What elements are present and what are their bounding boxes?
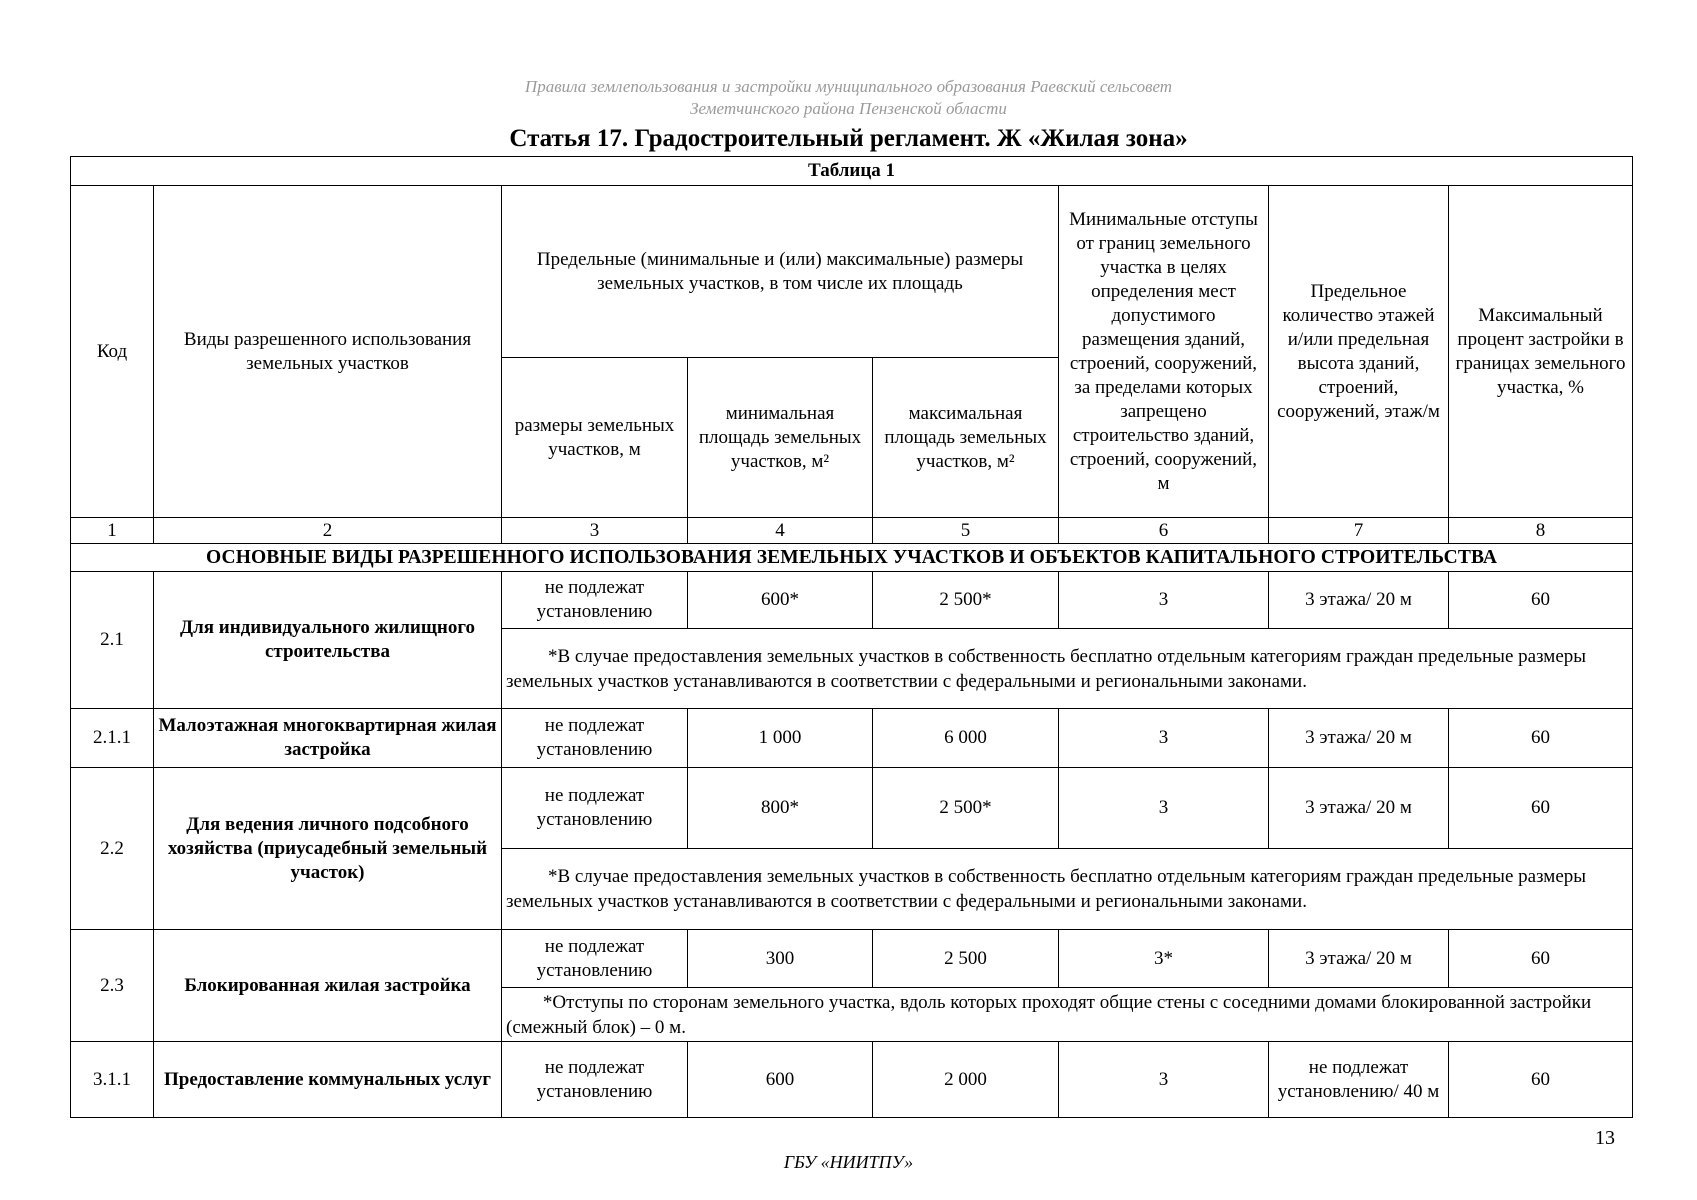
table-row (71, 930, 1633, 988)
column-number: 5 (873, 518, 1059, 544)
row-floors: 3 этажа/ 20 м (1269, 768, 1449, 849)
row-note: *В случае предоставления земельных участков в собственность бесплатно отдельным категориям граждан предельные размеры земельных участков устанавливаются в соответствии с федеральными и региональными законами. (502, 849, 1633, 930)
row-coverage: 60 (1449, 572, 1633, 629)
row-code: 2.2 (71, 768, 154, 930)
row-min-area: 600* (688, 572, 873, 629)
row-code: 2.3 (71, 930, 154, 1042)
row-sizes: не подлежат установлению (502, 768, 688, 849)
row-setback: 3* (1059, 930, 1269, 988)
column-number: 8 (1449, 518, 1633, 544)
row-name: Блокированная жилая застройка (154, 930, 502, 1042)
column-number: 2 (154, 518, 502, 544)
table-row (71, 709, 1633, 768)
row-sizes: не подлежат установлению (502, 709, 688, 768)
header-min-area: минимальная площадь земельных участков, м² (688, 358, 873, 518)
row-setback: 3 (1059, 768, 1269, 849)
column-number: 6 (1059, 518, 1269, 544)
row-name: Малоэтажная многоквартирная жилая застройка (154, 709, 502, 768)
running-header-line-1: Правила землепользования и застройки муниципального образования Раевский сельсовет (524, 77, 1173, 96)
header-floors: Предельное количество этажей и/или предельная высота зданий, строений, сооружений, этаж/м (1269, 186, 1449, 518)
header-setbacks: Минимальные отступы от границ земельного участка в целях определения мест допустимого размещения зданий, строений, сооружений, за пределами которых запрещено строительство зданий, строений, сооружений, м (1059, 186, 1269, 518)
footer: ГБУ «НИИТПУ» (783, 1152, 914, 1172)
row-note: *Отступы по сторонам земельного участка, вдоль которых проходят общие стены с соседними домами блокированной застройки (смежный блок) – 0 м. (502, 988, 1633, 1042)
row-setback: 3 (1059, 1042, 1269, 1118)
article-title: Статья 17. Градостроительный регламент. Ж «Жилая зона» (509, 125, 1188, 152)
row-sizes: не подлежат установлению (502, 930, 688, 988)
row-floors: 3 этажа/ 20 м (1269, 930, 1449, 988)
row-name: Для индивидуального жилищного строительства (154, 572, 502, 709)
page-number: 13 (1595, 1127, 1615, 1149)
header-uses: Виды разрешенного использования земельных участков (154, 186, 502, 518)
running-header-line-2: Земетчинского района Пензенской области (690, 99, 1007, 118)
section-title: ОСНОВНЫЕ ВИДЫ РАЗРЕШЕННОГО ИСПОЛЬЗОВАНИЯ ЗЕМЕЛЬНЫХ УЧАСТКОВ И ОБЪЕКТОВ КАПИТАЛЬНОГО СТРОИТЕЛЬСТВА (71, 544, 1633, 572)
row-min-area: 1 000 (688, 709, 873, 768)
row-name: Для ведения личного подсобного хозяйства (приусадебный земельный участок) (154, 768, 502, 930)
row-coverage: 60 (1449, 709, 1633, 768)
row-code: 2.1.1 (71, 709, 154, 768)
row-coverage: 60 (1449, 768, 1633, 849)
column-number: 4 (688, 518, 873, 544)
header-sizes: размеры земельных участков, м (502, 358, 688, 518)
header-coverage: Максимальный процент застройки в границах земельного участка, % (1449, 186, 1633, 518)
row-sizes: не подлежат установлению (502, 572, 688, 629)
column-number: 1 (71, 518, 154, 544)
header-limits-group: Предельные (минимальные и (или) максимальные) размеры земельных участков, в том числе их площадь (502, 186, 1059, 358)
regulation-table (70, 156, 1633, 1118)
table-row (71, 572, 1633, 629)
row-min-area: 600 (688, 1042, 873, 1118)
row-min-area: 300 (688, 930, 873, 988)
column-number: 7 (1269, 518, 1449, 544)
row-floors: 3 этажа/ 20 м (1269, 709, 1449, 768)
table-caption: Таблица 1 (71, 157, 1633, 186)
header-code: Код (71, 186, 154, 518)
row-min-area: 800* (688, 768, 873, 849)
table-row (71, 768, 1633, 849)
row-max-area: 6 000 (873, 709, 1059, 768)
row-max-area: 2 500* (873, 768, 1059, 849)
row-max-area: 2 000 (873, 1042, 1059, 1118)
table-row (71, 1042, 1633, 1118)
header-max-area: максимальная площадь земельных участков, м² (873, 358, 1059, 518)
row-floors: не подлежат установлению/ 40 м (1269, 1042, 1449, 1118)
row-coverage: 60 (1449, 930, 1633, 988)
row-setback: 3 (1059, 572, 1269, 629)
row-sizes: не подлежат установлению (502, 1042, 688, 1118)
running-header (0, 76, 1697, 120)
column-number: 3 (502, 518, 688, 544)
row-code: 2.1 (71, 572, 154, 709)
row-setback: 3 (1059, 709, 1269, 768)
row-max-area: 2 500* (873, 572, 1059, 629)
row-max-area: 2 500 (873, 930, 1059, 988)
row-floors: 3 этажа/ 20 м (1269, 572, 1449, 629)
row-name: Предоставление коммунальных услуг (154, 1042, 502, 1118)
row-coverage: 60 (1449, 1042, 1633, 1118)
row-note: *В случае предоставления земельных участков в собственность бесплатно отдельным категориям граждан предельные размеры земельных участков устанавливаются в соответствии с федеральными и региональными законами. (502, 629, 1633, 709)
row-code: 3.1.1 (71, 1042, 154, 1118)
